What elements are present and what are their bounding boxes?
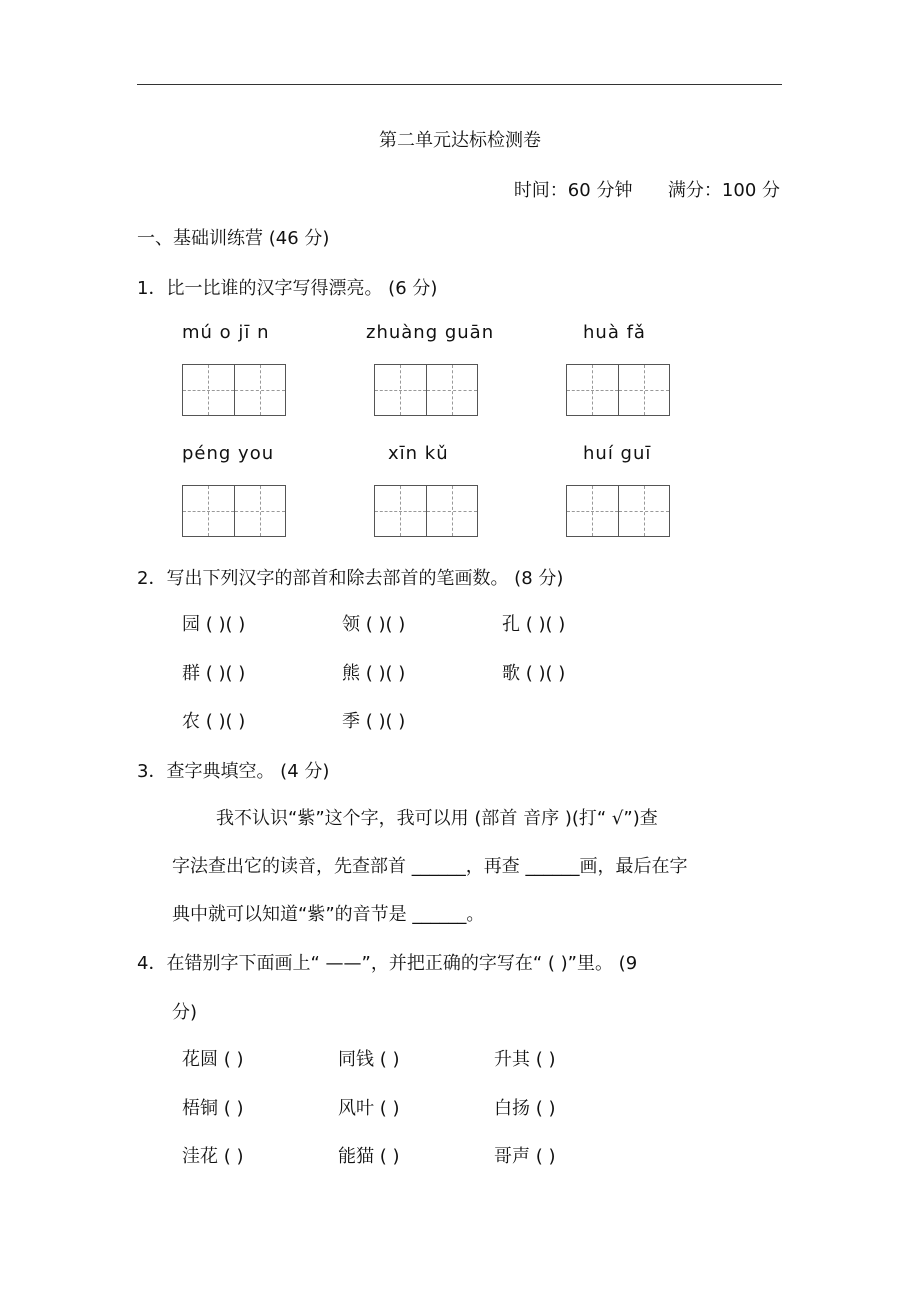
writing-grid[interactable]	[374, 485, 478, 537]
pinyin-label: péng you	[182, 443, 275, 464]
radical-item[interactable]: 农 ( )( )	[182, 711, 246, 732]
q4-stem: 4．在错别字下面画上“ ——”，并把正确的字写在“ ( )”里。 (9	[137, 953, 638, 974]
pinyin-label: xīn kǔ	[388, 443, 449, 464]
radical-item[interactable]: 园 ( )( )	[182, 614, 246, 635]
q1-stem: 1．比一比谁的汉字写得漂亮。 (6 分)	[137, 278, 438, 299]
pinyin-label: huí guī	[583, 443, 652, 464]
correction-item[interactable]: 风叶 ( )	[338, 1098, 400, 1119]
exam-score: 满分：100 分	[667, 180, 780, 201]
q3-stem: 3．查字典填空。 (4 分)	[137, 761, 330, 782]
writing-grid[interactable]	[566, 485, 670, 537]
exam-meta	[514, 176, 780, 202]
radical-item[interactable]: 歌 ( )( )	[502, 663, 566, 684]
header-rule	[137, 84, 782, 85]
pinyin-label: mú o jī n	[182, 322, 270, 343]
radical-item[interactable]: 领 ( )( )	[342, 614, 406, 635]
correction-item[interactable]: 同钱 ( )	[338, 1049, 400, 1070]
q2-stem: 2．写出下列汉字的部首和除去部首的笔画数。 (8 分)	[137, 568, 564, 589]
correction-item[interactable]: 白扬 ( )	[494, 1098, 556, 1119]
correction-item[interactable]: 能猫 ( )	[338, 1146, 400, 1167]
section-heading: 一、基础训练营 (46 分)	[137, 228, 330, 249]
q3-line: 我不认识“紫”这个字，我可以用 (部首 音序 )(打“ √”)查	[216, 808, 658, 829]
writing-grid[interactable]	[374, 364, 478, 416]
correction-item[interactable]: 升其 ( )	[494, 1049, 556, 1070]
exam-time: 时间：60 分钟	[513, 180, 633, 201]
correction-item[interactable]: 哥声 ( )	[494, 1146, 556, 1167]
writing-grid[interactable]	[566, 364, 670, 416]
page-title: 第二单元达标检测卷	[379, 130, 541, 151]
radical-item[interactable]: 季 ( )( )	[342, 711, 406, 732]
writing-grid[interactable]	[182, 364, 286, 416]
q3-line: 典中就可以知道“紫”的音节是 ______。	[172, 904, 485, 925]
pinyin-label: zhuàng guān	[366, 322, 495, 343]
correction-item[interactable]: 梧铜 ( )	[182, 1098, 244, 1119]
q4-stem-cont: 分)	[172, 1002, 198, 1023]
radical-item[interactable]: 孔 ( )( )	[502, 614, 566, 635]
q3-line: 字法查出它的读音，先查部首 ______，再查 ______画，最后在字	[172, 856, 688, 877]
radical-item[interactable]: 群 ( )( )	[182, 663, 246, 684]
radical-item[interactable]: 熊 ( )( )	[342, 663, 406, 684]
pinyin-label: huà fǎ	[583, 322, 646, 343]
writing-grid[interactable]	[182, 485, 286, 537]
correction-item[interactable]: 洼花 ( )	[182, 1146, 244, 1167]
correction-item[interactable]: 花圆 ( )	[182, 1049, 244, 1070]
